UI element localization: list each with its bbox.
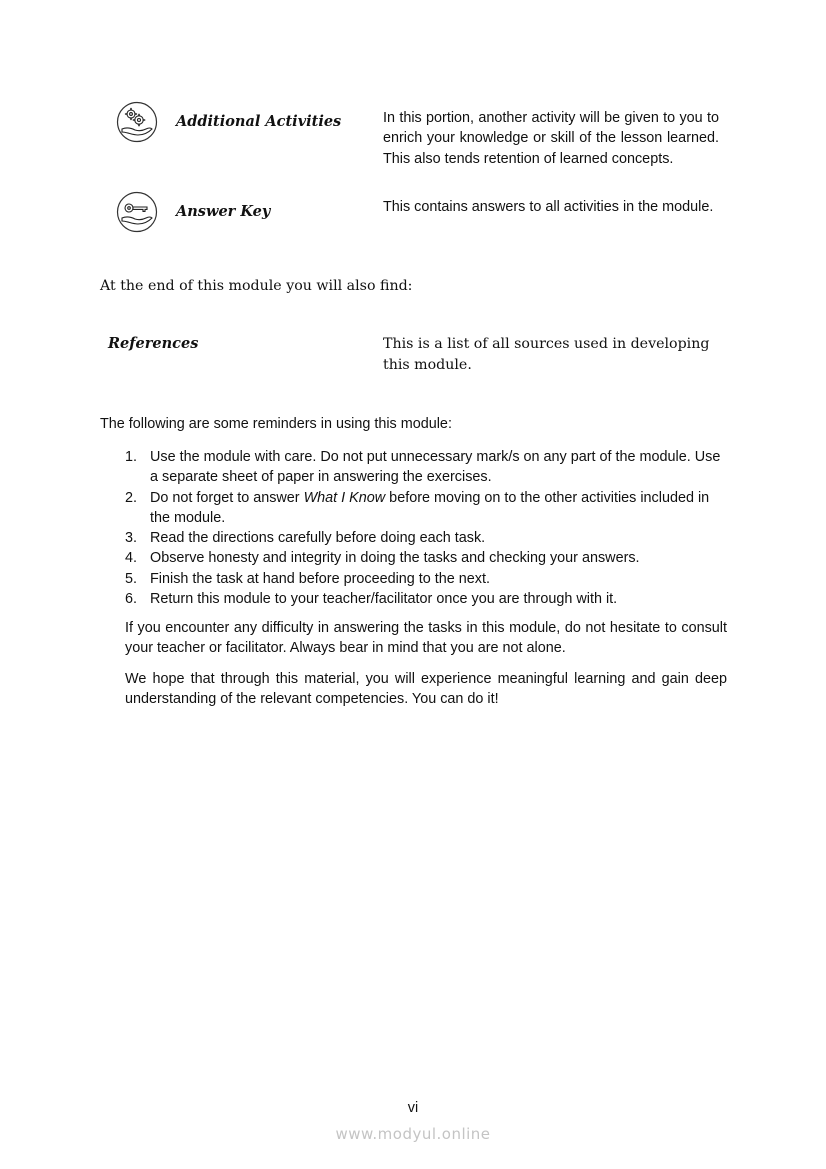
list-number: 6. <box>125 591 138 608</box>
list-item <box>125 548 729 568</box>
list-number: 1. <box>125 449 138 465</box>
list-number: 4. <box>125 550 138 567</box>
section-title: Additional Activities <box>176 113 342 130</box>
list-item-text: Return this module to your teacher/facilitator once you are through with it. <box>150 591 618 608</box>
list-item-text-end: before moving on to the other activities included in the module. <box>150 489 710 526</box>
list-item-emphasis: What I Know <box>303 489 386 506</box>
list-item-text: Read the directions carefully before doing each task. <box>150 530 486 547</box>
reminder-list <box>125 447 729 609</box>
list-item-text-start: Do not forget to answer <box>150 489 304 506</box>
list-item <box>125 447 729 488</box>
list-item <box>125 569 729 589</box>
gears-in-hand-icon <box>116 101 158 143</box>
references-title: References <box>108 335 199 352</box>
list-item-text: Use the module with care. Do not put unnecessary mark/s on any part of the module. Use a separate sheet of paper in answering the exercises. <box>150 449 721 486</box>
list-number: 2. <box>125 489 138 506</box>
list-item-text: Finish the task at hand before proceeding to the next. <box>150 570 490 587</box>
closing-paragraph: We hope that through this material, you will experience meaningful learning and gain deep understanding of the relevant competencies. You can do it! <box>125 671 727 708</box>
list-item <box>125 488 729 529</box>
references-description: This is a list of all sources used in developing this module. <box>383 336 710 373</box>
list-item-text: Observe honesty and integrity in doing the tasks and checking your answers. <box>150 550 640 567</box>
closing-paragraph: If you encounter any difficulty in answering the tasks in this module, do not hesitate to consult your teacher or facilitator. Always bear in mind that you are not alone. <box>125 620 727 657</box>
key-in-hand-icon <box>116 191 158 233</box>
page-number: vi <box>407 1100 419 1116</box>
section-description: In this portion, another activity will be given to you to enrich your knowledge or skill of the lesson learned. This also tends retention of learned concepts. <box>383 110 719 167</box>
list-item <box>125 528 729 548</box>
reminders-intro: The following are some reminders in using this module: <box>100 416 452 432</box>
end-of-module-note: At the end of this module you will also find: <box>100 278 413 294</box>
section-title: Answer Key <box>176 203 271 220</box>
watermark: www.modyul.online <box>335 1125 491 1143</box>
list-number: 5. <box>125 570 138 587</box>
section-description: This contains answers to all activities in the module. <box>383 199 714 215</box>
list-number: 3. <box>125 530 138 547</box>
list-item <box>125 589 729 609</box>
